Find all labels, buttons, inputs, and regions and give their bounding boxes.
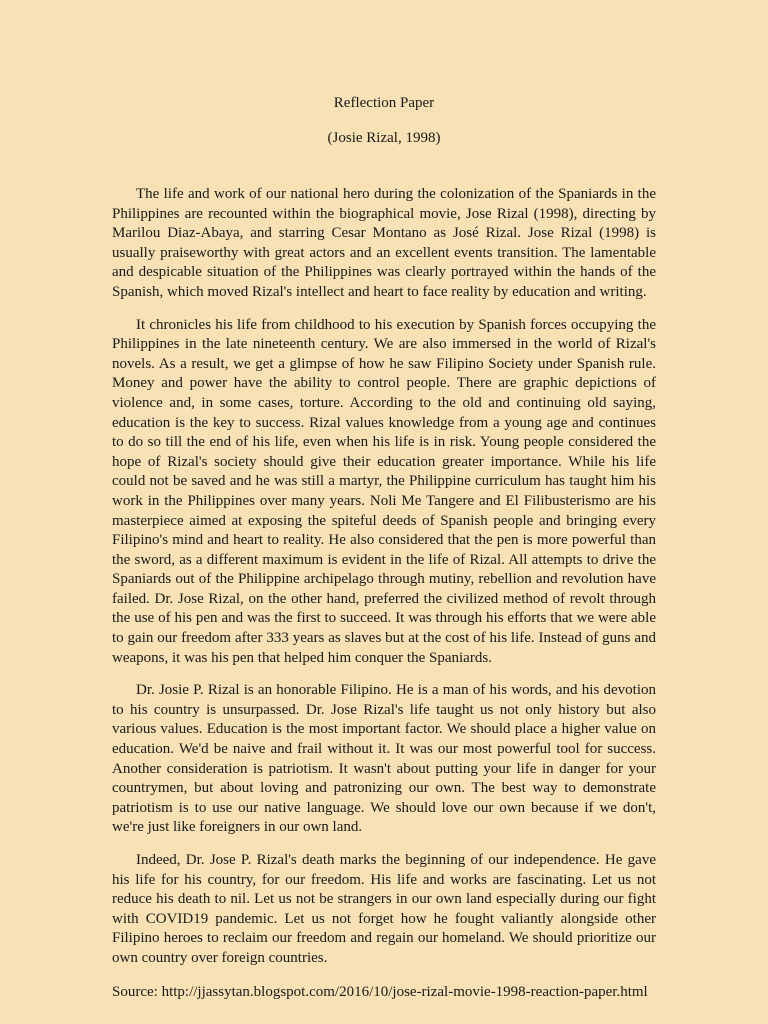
paragraph-4: Indeed, Dr. Jose P. Rizal's death marks the beginning of our independence. He gave his life for his country, for our freedom. His life and works are fascinating. Let us not reduce his death to nil. Let us not be strangers in our own land especially during our fight with COVID19 pandemic. Let us not forget how he fought valiantly alongside other Filipino heroes to reclaim our freedom and regain our homeland. We should prioritize our own country over foreign countries. [112, 852, 656, 966]
source-citation: Source: http://jjassytan.blogspot.com/2016/10/jose-rizal-movie-1998-reaction-paper.html [112, 983, 648, 1000]
paragraph-2: It chronicles his life from childhood to his execution by Spanish forces occupying the Philippines in the late nineteenth century. We are also immersed in the world of Rizal's novels. As a result, we get a glimpse of how he saw Filipino Society under Spanish rule. Money and power have the ability to control people. There are graphic depictions of violence and, in some cases, torture. According to the old and continuing old saying, education is the key to success. Rizal values knowledge from a young age and continues to do so till the end of his life, even when his life is in risk. Young people considered the hope of Rizal's society should give their education greater importance. While his life could not be saved and he was still a martyr, the Philippine curriculum has taught him his work in the Philippines over many years. Noli Me Tangere and El Filibusterismo are his masterpiece aimed at exposing the spiteful deeds of Spanish people and bringing every Filipino's mind and heart to reality. He also considered that the pen is more powerful than the sword, as a different maximum is evident in the life of Rizal. All attempts to drive the Spaniards out of the Philippine archipelago through mutiny, rebellion and revolution have failed. Dr. Jose Rizal, on the other hand, preferred the civilized method of revolt through the use of his pen and was the first to succeed. It was through his efforts that we were able to gain our freedom after 333 years as slaves but at the cost of his life. Instead of guns and weapons, it was his pen that helped him conquer the Spaniards. [112, 316, 656, 666]
paragraph-1: The life and work of our national hero during the colonization of the Spaniards in the Philippines are recounted within the biographical movie, Jose Rizal (1998), directing by Marilou Diaz-Abaya, and starring Cesar Montano as José Rizal. Jose Rizal (1998) is usually praiseworthy with great actors and an excellent events transition. The lamentable and despicable situation of the Philippines was clearly portrayed within the hands of the Spanish, which moved Rizal's intellect and heart to face reality by education and writing. [112, 186, 656, 300]
document-title: Reflection Paper [333, 95, 435, 111]
paragraph-3: Dr. Josie P. Rizal is an honorable Filipino. He is a man of his words, and his devotion to his country is unsurpassed. Dr. Jose Rizal's life taught us not only history but also various values. Education is the most important factor. We should place a higher value on education. We'd be naive and frail without it. It was our most powerful tool for success. Another consideration is patriotism. It wasn't about putting your life in danger for your countrymen, but about loving and patronizing our own. The best way to demonstrate patriotism is to use our native language. We should love our own because if we don't, we're just like foreigners in our own land. [112, 682, 656, 836]
document-subtitle: (Josie Rizal, 1998) [327, 130, 441, 146]
document-body [112, 185, 656, 969]
